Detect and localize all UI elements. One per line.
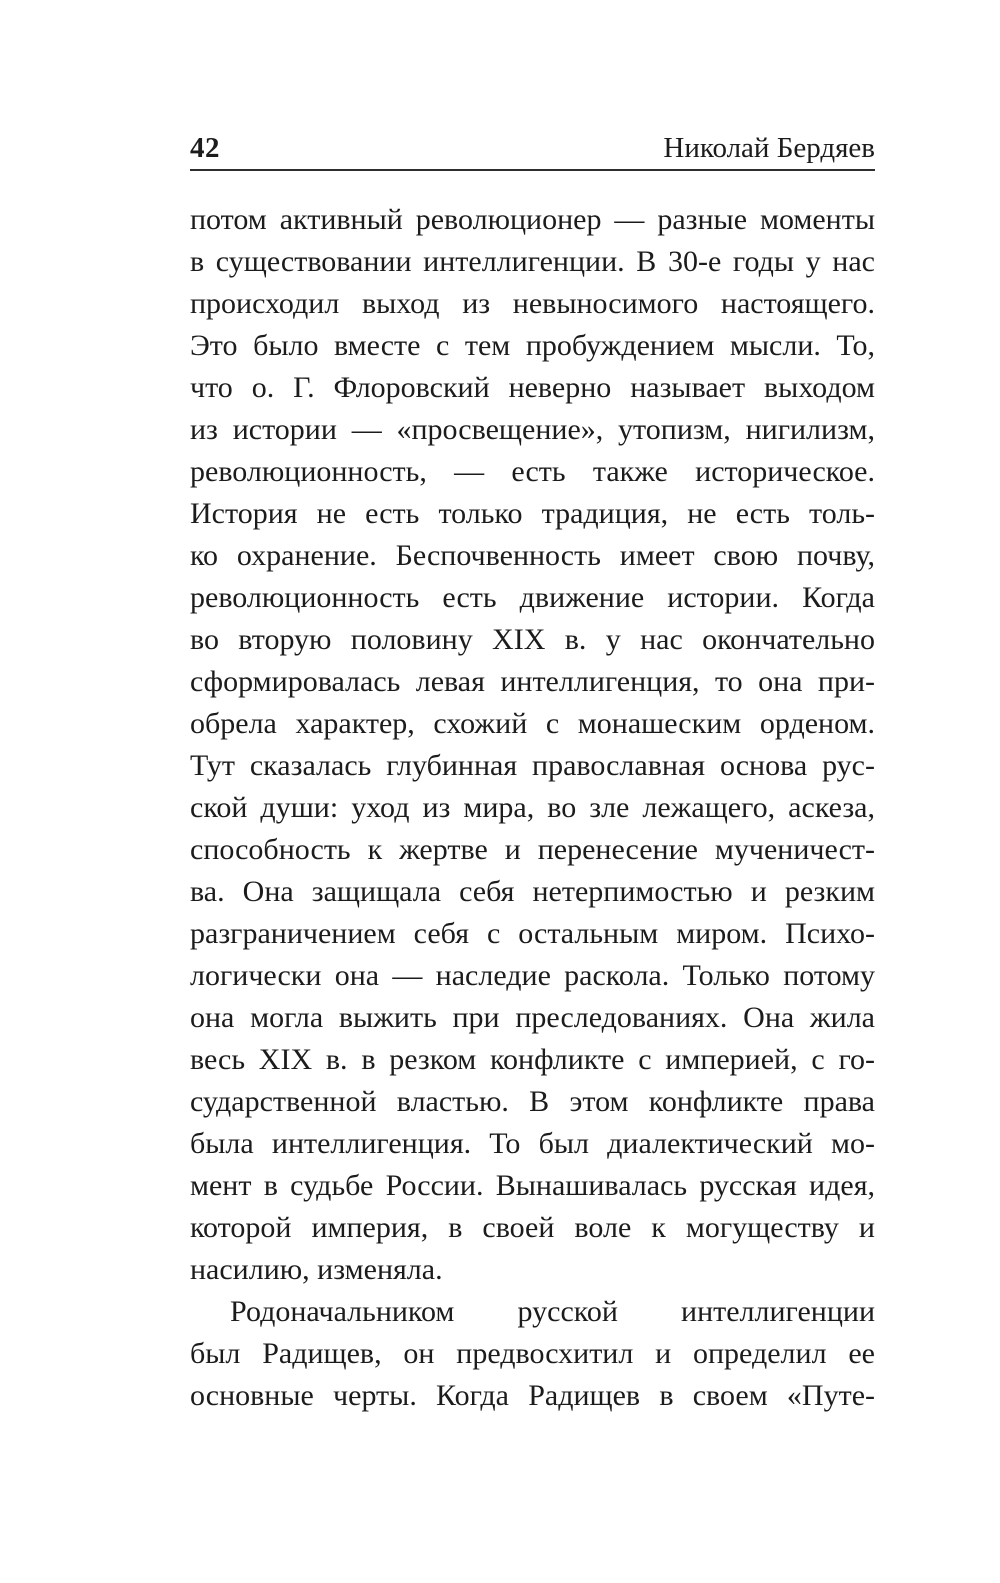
text-line: ва. Она защищала себя нетерпимостью и резким (190, 875, 875, 908)
text-line: из истории — «просвещение», утопизм, нигилизм, (190, 413, 875, 446)
text-line: сформировалась левая интеллигенция, то она при- (190, 665, 875, 698)
paragraph (190, 199, 875, 1291)
text-line: логически она — наследие раскола. Только потому (190, 959, 875, 992)
text-line: сударственной властью. В этом конфликте права (190, 1085, 875, 1118)
text-line: насилию, изменяла. (190, 1253, 443, 1286)
text-line: ской души: уход из мира, во зле лежащего, аскеза, (190, 791, 875, 824)
text-line: основные черты. Когда Радищев в своем «Путе- (190, 1379, 875, 1412)
text-line: она могла выжить при преследованиях. Она жила (190, 1001, 875, 1034)
text-line: Это было вместе с тем пробуждением мысли. То, (190, 329, 875, 362)
header-rule (190, 169, 875, 171)
text-line: мент в судьбе России. Вынашивалась русская идея, (190, 1169, 875, 1202)
page-body (190, 199, 875, 1417)
text-line: во вторую половину XIX в. у нас окончательно (190, 623, 875, 656)
text-line: революционность есть движение истории. Когда (190, 581, 875, 614)
text-line: потом активный революционер — разные моменты (190, 203, 875, 236)
text-line: был Радищев, он предвосхитил и определил ее (190, 1337, 875, 1370)
text-line: разграничением себя с остальным миром. Психо- (190, 917, 875, 950)
text-line: способность к жертве и перенесение мученичест- (190, 833, 875, 866)
text-line: была интеллигенция. То был диалектический мо- (190, 1127, 875, 1160)
text-line: Тут сказалась глубинная православная основа рус- (190, 749, 875, 782)
running-title: Николай Бердяев (663, 132, 875, 164)
page-number: 42 (190, 132, 220, 164)
page-header (190, 131, 875, 165)
text-line: Родоначальником русской интеллигенции (230, 1295, 875, 1328)
text-line: которой империя, в своей воле к могуществу и (190, 1211, 875, 1244)
text-line: обрела характер, схожий с монашеским орденом. (190, 707, 875, 740)
text-line: ко охранение. Беспочвенность имеет свою почву, (190, 539, 875, 572)
text-line: происходил выход из невыносимого настоящего. (190, 287, 875, 320)
text-line: что о. Г. Флоровский неверно называет выходом (190, 371, 875, 404)
text-line: История не есть только традиция, не есть толь- (190, 497, 875, 530)
text-line: весь XIX в. в резком конфликте с империей, с го- (190, 1043, 875, 1076)
text-line: революционность, — есть также историческое. (190, 455, 875, 488)
text-line: в существовании интеллигенции. В 30-е годы у нас (190, 245, 875, 278)
paragraph (190, 1291, 875, 1417)
